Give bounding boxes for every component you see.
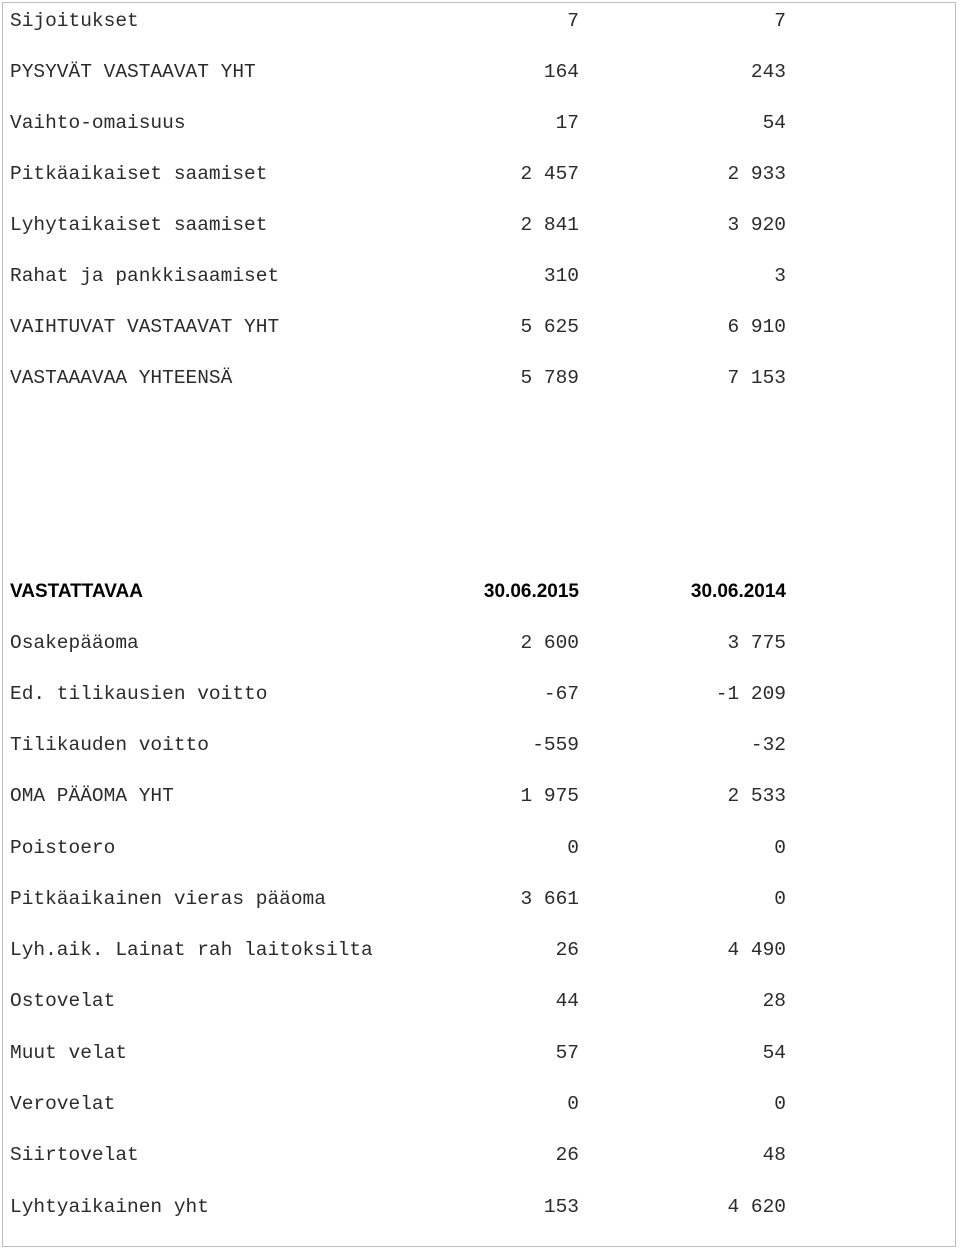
table-row [0, 883, 960, 915]
value-2015: 57 [555, 1042, 579, 1064]
value-2014: -32 [750, 734, 786, 756]
value-2015: 7 [567, 10, 579, 32]
value-2014: 2 933 [727, 163, 786, 185]
value-2015: 5 789 [520, 367, 579, 389]
value-2015: 44 [555, 990, 579, 1012]
value-2014: 0 [774, 888, 786, 910]
table-row [0, 1088, 960, 1120]
row-label: Lyhtyaikainen yht [10, 1196, 209, 1218]
table-row [0, 934, 960, 966]
value-2014: 48 [762, 1144, 786, 1166]
row-label: Verovelat [10, 1093, 116, 1115]
value-2014: 0 [774, 1093, 786, 1115]
row-label: Rahat ja pankkisaamiset [10, 265, 280, 287]
value-2014: 0 [774, 837, 786, 859]
value-2014: 2 533 [727, 785, 786, 807]
value-2014: 54 [762, 1042, 786, 1064]
value-2015: 26 [555, 1144, 579, 1166]
value-2015: 0 [567, 1093, 579, 1115]
table-row [0, 627, 960, 659]
value-2015: 3 661 [520, 888, 579, 910]
table-row [0, 1191, 960, 1223]
row-label: PYSYVÄT VASTAAVAT YHT [10, 61, 256, 83]
table-row [0, 5, 960, 37]
row-label: Siirtovelat [10, 1144, 139, 1166]
row-label: OMA PÄÄOMA YHT [10, 785, 174, 807]
row-label: Muut velat [10, 1042, 128, 1064]
value-2015: 2 457 [520, 163, 579, 185]
table-row [0, 362, 960, 394]
value-2014: 7 153 [727, 367, 786, 389]
table-row [0, 260, 960, 292]
row-label: Vaihto-omaisuus [10, 112, 186, 134]
table-row [0, 158, 960, 190]
table-row [0, 56, 960, 88]
value-2015: -67 [543, 683, 579, 705]
value-2015: 310 [543, 265, 579, 287]
table-row [0, 311, 960, 343]
row-label: Osakepääoma [10, 632, 139, 654]
value-2014: 3 [774, 265, 786, 287]
section-header [0, 576, 960, 608]
table-row [0, 780, 960, 812]
table-row [0, 832, 960, 864]
table-row [0, 1037, 960, 1069]
value-2014: 3 775 [727, 632, 786, 654]
value-2015: 26 [555, 939, 579, 961]
row-label: Sijoitukset [10, 10, 139, 32]
value-2015: 153 [543, 1196, 579, 1218]
value-2014: 6 910 [727, 316, 786, 338]
section-title: VASTATTAVAA [10, 581, 143, 602]
value-2014: 54 [762, 112, 786, 134]
row-label: Pitkäaikaiset saamiset [10, 163, 268, 185]
value-2015: 2 841 [520, 214, 579, 236]
row-label: Ed. tilikausien voitto [10, 683, 268, 705]
value-2014: 7 [774, 10, 786, 32]
table-row [0, 678, 960, 710]
value-2015: 17 [555, 112, 579, 134]
table-row [0, 1139, 960, 1171]
row-label: Tilikauden voitto [10, 734, 209, 756]
table-row [0, 209, 960, 241]
value-2015: 164 [543, 61, 579, 83]
value-2015: 5 625 [520, 316, 579, 338]
table-row [0, 985, 960, 1017]
value-2014: 28 [762, 990, 786, 1012]
column-date-2014: 30.06.2014 [690, 581, 786, 602]
value-2015: 1 975 [520, 785, 579, 807]
value-2015: 0 [567, 837, 579, 859]
value-2014: 3 920 [727, 214, 786, 236]
row-label: Pitkäaikainen vieras pääoma [10, 888, 326, 910]
row-label: Poistoero [10, 837, 116, 859]
value-2014: 243 [750, 61, 786, 83]
value-2014: 4 490 [727, 939, 786, 961]
column-date-2015: 30.06.2015 [483, 581, 579, 602]
table-row [0, 729, 960, 761]
row-label: Lyhytaikaiset saamiset [10, 214, 268, 236]
row-label: Lyh.aik. Lainat rah laitoksilta [10, 939, 373, 961]
row-label: Ostovelat [10, 990, 116, 1012]
value-2014: 4 620 [727, 1196, 786, 1218]
value-2015: -559 [532, 734, 579, 756]
row-label: VAIHTUVAT VASTAAVAT YHT [10, 316, 280, 338]
row-label: VASTAAAVAA YHTEENSÄ [10, 367, 233, 389]
table-row [0, 107, 960, 139]
value-2015: 2 600 [520, 632, 579, 654]
value-2014: -1 209 [715, 683, 786, 705]
